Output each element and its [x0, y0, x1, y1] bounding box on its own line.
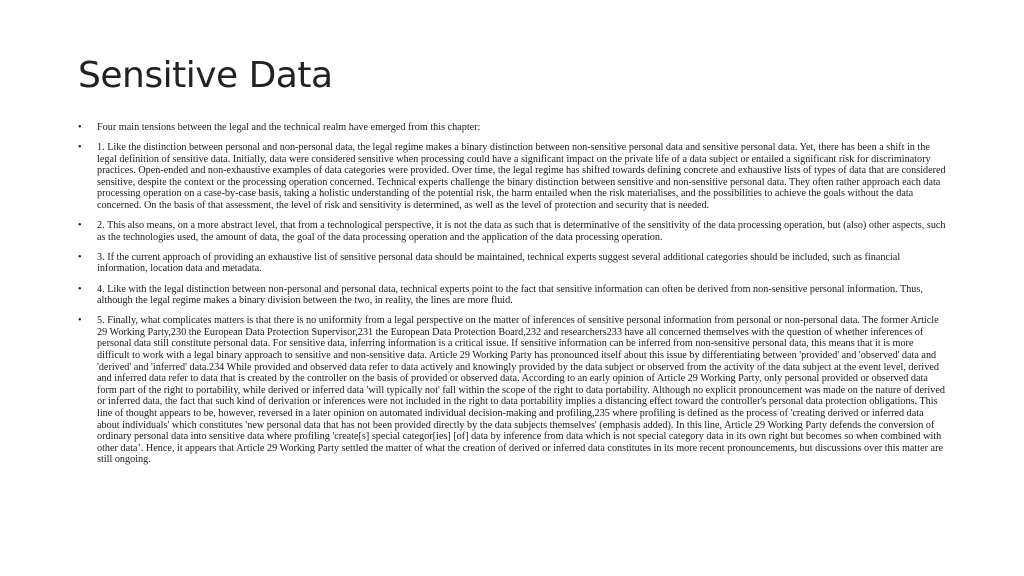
bullet-marker: •	[78, 315, 82, 327]
bullet-marker: •	[78, 142, 82, 154]
bullet-item	[78, 315, 946, 466]
bullet-item	[78, 284, 946, 307]
bullet-marker: •	[78, 122, 82, 133]
bullet-text: 4. Like with the legal distinction between non-personal and personal data, technical experts point to the fact that sensitive information can often be derived from non-sensitive personal information. Thus, although the legal regime makes a binary division between the two, in reality, the lines are more fluid.	[97, 283, 923, 307]
bullet-marker: •	[78, 283, 82, 295]
bullet-text: Four main tensions between the legal and the technical realm have emerged from this chapter:	[97, 122, 481, 133]
bullet-list	[78, 122, 946, 474]
bullet-text: 3. If the current approach of providing an exhaustive list of sensitive personal data should be maintained, technical experts suggest several additional categories should be included, such as financial information, location data and metadata.	[97, 251, 901, 275]
bullet-text: 1. Like the distinction between personal and non-personal data, the legal regime makes a binary distinction between non-sensitive personal data and sensitive personal data. Yet, there has been a shift in the legal definition of sensitive data. Initially, data were considered sensitive when processing could have a significant impact on the private life of a data subject or entailed a significant risk for discriminatory practices. Open-ended and non-exhaustive examples of data categories were provided. Over time, the legal regime has shifted towards defining concrete and exhaustive lists of types of data that are considered sensitive, despite the context or the processing operation concerned. Technical experts challenge the binary distinction between sensitive and non-sensitive personal data. They often rather approach each data processing operation on a case-by-case basis, taking a holistic understanding of the potential risk, the harm entailed when the risk materialises, and the possibilities to achieve the goals without the data concerned. On the basis of that assessment, the level of risk and sensitivity is determined, as well as the level of protection and security that is needed.	[97, 142, 946, 212]
bullet-item	[78, 220, 946, 243]
bullet-text: 2. This also means, on a more abstract level, that from a technological perspective, it is not the data as such that is determinative of the sensitivity of the data processing operation, but (also) other aspects, such as the technologies used, the amount of data, the goal of the data processing operation and the application of the data processing operation.	[97, 220, 946, 243]
bullet-item	[78, 252, 946, 275]
slide-title: Sensitive Data	[78, 55, 333, 96]
bullet-item	[78, 122, 946, 134]
bullet-marker: •	[78, 251, 82, 263]
bullet-marker: •	[78, 220, 82, 232]
bullet-text: 5. Finally, what complicates matters is that there is no uniformity from a legal perspective on the matter of inferences of sensitive personal information from personal or non-personal data. The former Article 29 Working Party,230 the European Data Protection Supervisor,231 the European Data Protection Board,232 and researchers233 have all concerned themselves with the question of whether inferences of personal data still constitute personal data. For sensitive data, inferring information is a critical issue. If sensitive information can be inferred from non-sensitive personal data, this means that it is more difficult to work with a legal binary approach to sensitive and non-sensitive data. Article 29 Working Party has pronounced itself about this issue by differentiating between 'provided' and 'observed' data and 'derived' and 'inferred' data.234 While provided and observed data refer to data actively and knowingly provided by the data subject or observed from the activity of the data subject at the event level, derived and inferred data refer to data that is created by the controller on the basis of provided or observed data. According to an early opinion of Article 29 Working Party, only personal provided or observed data form part of the right to portability, while derived or inferred data 'will typically not' fall within the scope of the right to data portability. Although no explicit pronouncement was made on the nature of derived or inferred data, the fact that such kind of derivation or inferences were not included in the right to data portability implies a distancing effect toward the controller's personal data protection obligations. This line of thought appears to be, however, reversed in a later opinion on automated individual decision-making and profiling,235 where profiling is defined as the process of 'creating derived or inferred data about individuals' which constitutes 'new personal data that has not been provided directly by the data subjects themselves' (emphasis added). In this line, Article 29 Working Party defends the conversion of ordinary personal data into sensitive data where profiling 'create[s] special categor[ies] [of] data by inference from data which is not special category data in its own right but becomes so when combined with other data’. Hence, it appears that Article 29 Working Party settled the matter of what the creation of derived or inferred data constitutes in its more recent pronouncements, but discussions over this matter are still ongoing.	[97, 315, 945, 466]
bullet-item	[78, 142, 946, 212]
